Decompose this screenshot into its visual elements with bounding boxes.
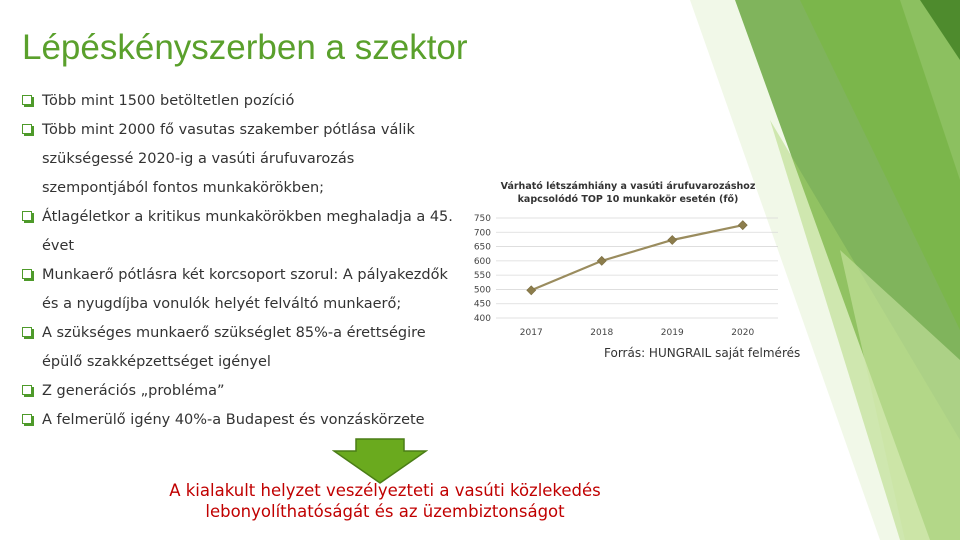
bullet-item — [20, 319, 470, 377]
bullet-text: A szükséges munkaerő szükséglet 85%-a érettségire épülő szakképzettséget igényel — [42, 325, 426, 370]
data-point-marker — [668, 236, 677, 245]
bullet-text: Több mint 2000 fő vasutas szakember pótlása válik szükségessé 2020-ig a vasúti árufuvarozás szempontjából fontos munkakörökben; — [42, 122, 415, 196]
bullet-text: Több mint 1500 betöltetlen pozíció — [42, 93, 295, 109]
bullet-item — [20, 203, 470, 261]
conclusion-text — [130, 480, 640, 522]
bullet-list — [20, 87, 470, 435]
bullet-item — [20, 116, 470, 203]
checkbox-bullet-icon — [22, 327, 32, 337]
y-tick-label: 600 — [473, 256, 491, 267]
data-point-marker — [597, 256, 606, 265]
chart-title-line1: Várható létszámhiány a vasúti árufuvarozáshoz — [500, 181, 756, 192]
checkbox-bullet-icon — [22, 124, 32, 134]
y-tick-label: 450 — [473, 299, 491, 310]
y-tick-label: 750 — [473, 214, 491, 224]
y-tick-label: 550 — [473, 271, 491, 282]
y-tick-label: 500 — [473, 285, 491, 296]
y-tick-label: 400 — [473, 314, 491, 324]
x-tick-label: 2019 — [660, 328, 684, 338]
bullet-item — [20, 261, 470, 319]
line-chart — [460, 170, 790, 340]
bullet-text: Átlagéletkor a kritikus munkakörökben meghaladja a 45. évet — [42, 209, 453, 254]
down-arrow-icon — [332, 438, 428, 484]
conclusion-line-2: lebonyolíthatóságát és az üzembiztonságot — [205, 502, 565, 521]
conclusion-line-1: A kialakult helyzet veszélyezteti a vasúti közlekedés — [169, 481, 601, 500]
checkbox-bullet-icon — [22, 211, 32, 221]
slide-title: Lépéskényszerben a szektor — [22, 28, 468, 67]
data-point-marker — [738, 221, 747, 230]
down-arrow-shape — [334, 439, 426, 483]
bullet-item — [20, 377, 470, 406]
y-tick-label: 650 — [473, 242, 491, 253]
x-tick-label: 2018 — [590, 328, 614, 338]
chart-title-line2: kapcsolódó TOP 10 munkakör esetén (fő) — [517, 194, 739, 205]
y-tick-label: 700 — [473, 228, 491, 239]
chart-source: Forrás: HUNGRAIL saját felmérés — [604, 346, 801, 360]
checkbox-bullet-icon — [22, 95, 32, 105]
checkbox-bullet-icon — [22, 269, 32, 279]
checkbox-bullet-icon — [22, 385, 32, 395]
series-line — [531, 225, 743, 290]
checkbox-bullet-icon — [22, 414, 32, 424]
x-tick-label: 2020 — [731, 328, 755, 338]
x-tick-label: 2017 — [519, 328, 543, 338]
bullet-item — [20, 406, 470, 435]
bullet-text: Munkaerő pótlásra két korcsoport szorul: A pályakezdők és a nyugdíjba vonulók helyét felváltó munkaerő; — [42, 267, 448, 312]
data-point-marker — [527, 286, 536, 295]
bullet-item — [20, 87, 470, 116]
bullet-text: A felmerülő igény 40%-a Budapest és vonzáskörzete — [42, 412, 425, 428]
bullet-text: Z generációs „probléma” — [42, 383, 225, 399]
